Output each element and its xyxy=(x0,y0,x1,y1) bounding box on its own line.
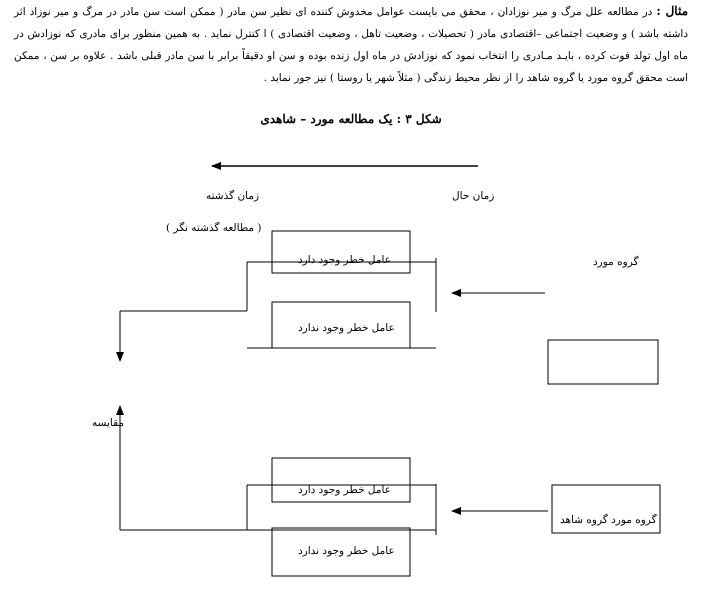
figure-title: شکل ۳ : یک مطالعه مورد – شاهدی xyxy=(260,112,442,126)
bottom-box-unexposed-label: عامل خطر وجود ندارد xyxy=(298,545,395,557)
present-time-label: زمان حال xyxy=(452,190,495,202)
retrospective-label: ( مطالعه گذشته نگر ) xyxy=(166,222,262,234)
control-group-label: گروه مورد گروه شاهد xyxy=(560,514,657,526)
example-label: مثال : xyxy=(656,4,688,18)
empty-box xyxy=(548,340,658,384)
top-box-exposed xyxy=(272,231,410,273)
comparison-label: مقایسه xyxy=(92,417,125,429)
top-box-exposed-label: عامل خطر وجود دارد xyxy=(298,254,391,266)
case-group-label: گروه مورد xyxy=(593,256,639,268)
example-text: در مطالعه علل مرگ و میر نوزادان ، محقق می بایست عوامل مخدوش کننده ای نظیر سن مادر ( ممکن است سن مادر در مرگ و میر نوزاد اثر داشته باشد ) و وضعیت اجتماعی –اقتصادی مادر ( تحصیلات ، وضعیت تاهل ، وضعیت اقتصادی ) ا کنترل نماید . به همین منظور برای مادری که نوزادش در ماه اول تولد فوت کرده ، بایـد مـادری را انتخاب نمود که نوزادش در ماه اول زنده بوده و سن او دقیقاً برابر با سن مادر قبلی باشد . علاوه بر سن ، ممکن است محقق گروه مورد یا گروه شاهد را از نظر محیط زندگی ( مثلاً شهر یا روستا ) نیز جور نماید . xyxy=(14,6,688,84)
top-box-unexposed-label: عامل خطر وجود ندارد xyxy=(298,322,395,334)
past-time-label: زمان گذشته xyxy=(206,190,260,202)
bottom-box-exposed-label: عامل خطر وجود دارد xyxy=(298,484,391,496)
